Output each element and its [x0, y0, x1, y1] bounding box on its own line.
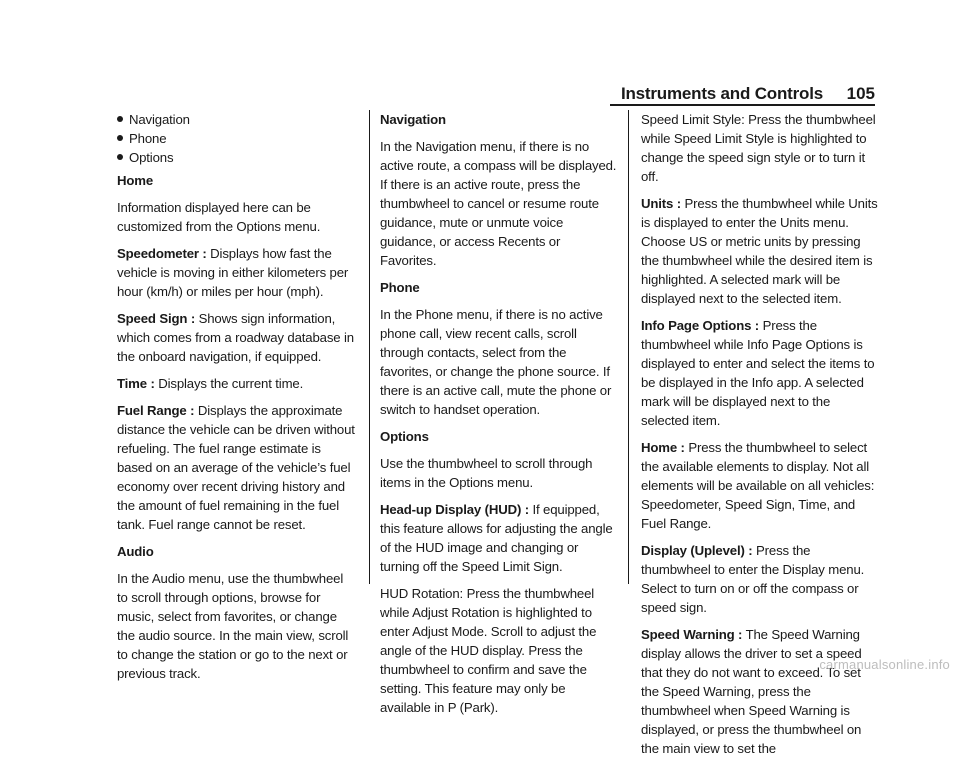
hud-rotation-text: HUD Rotation: Press the thumbwheel while Adjust Rotation is highlighted to enter Adjust Mode. Scroll to adjust the angle of the HUD display. Press the thumbwheel to confirm and save the setting. This feature may only be available in P (Park). — [380, 586, 597, 715]
bullet-icon — [117, 135, 123, 141]
list-item: Phone — [117, 129, 355, 148]
bullet-icon — [117, 154, 123, 160]
column-divider-1 — [369, 110, 370, 584]
page-number: 105 — [846, 84, 875, 103]
speed-warning-paragraph — [641, 625, 879, 758]
home-text: Information displayed here can be customized from the Options menu. — [117, 200, 321, 234]
home-options-paragraph — [641, 438, 879, 533]
speedometer-text: Displays how fast the vehicle is moving in either kilometers per hour (km/h) or miles per hour (mph). — [117, 246, 349, 299]
fuel-range-paragraph — [117, 401, 355, 534]
info-page-text: Press the thumbwheel while Info Page Options is displayed to enter and select the items to be displayed in the Info app. A selected mark will be displayed next to the selected item. — [641, 318, 875, 428]
section-title: Instruments and Controls — [620, 84, 823, 103]
header-rule — [610, 104, 875, 106]
list-item: Navigation — [117, 110, 355, 129]
audio-text: In the Audio menu, use the thumbwheel to scroll through options, browse for music, select from favorites, or change the audio source. In the main view, scroll to change the station or go to the next or previous track. — [117, 571, 349, 681]
home-options-text: Press the thumbwheel to select the available elements to display. Not all elements will be available on all vehicles: Speedometer, Speed Sign, Time, and Fuel Range. — [641, 440, 875, 531]
units-label: Units : — [641, 196, 681, 211]
watermark: carmanualsonline.info — [819, 657, 950, 672]
hud-text: If equipped, this feature allows for adjusting the angle of the HUD image and changing or turning off the Speed Limit Sign. — [380, 502, 613, 574]
list-item: Options — [117, 148, 355, 167]
home-heading: Home — [117, 173, 154, 188]
speedometer-paragraph — [117, 244, 355, 301]
display-text: Press the thumbwheel to enter the Display menu. Select to turn on or off the compass or speed sign. — [641, 543, 865, 615]
hud-paragraph — [380, 500, 618, 576]
audio-heading: Audio — [117, 544, 154, 559]
info-page-paragraph — [641, 316, 879, 430]
navigation-text: In the Navigation menu, if there is no active route, a compass will be displayed. If there is an active route, press the thumbwheel to cancel or resume route guidance, mute or unmute voice guidance, or access Recents or Favorites. — [380, 139, 617, 268]
units-paragraph — [641, 194, 879, 308]
column-1 — [117, 110, 355, 691]
display-paragraph — [641, 541, 879, 617]
options-text: Use the thumbwheel to scroll through items in the Options menu. — [380, 456, 593, 490]
speed-warning-label: Speed Warning : — [641, 627, 743, 642]
units-text: Press the thumbwheel while Units is displayed to enter the Units menu. Choose US or metric units by pressing the thumbwheel while the desired item is highlighted. A selected mark will be displayed next to the selected item. — [641, 196, 878, 306]
options-heading: Options — [380, 429, 429, 444]
phone-text: In the Phone menu, if there is no active phone call, view recent calls, scroll through contacts, select from the favorites, or change the phone source. If there is an active call, mute the phone or switch to handset operation. — [380, 307, 612, 417]
info-page-label: Info Page Options : — [641, 318, 760, 333]
speedometer-label: Speedometer : — [117, 246, 207, 261]
time-text: Displays the current time. — [158, 376, 304, 391]
bullet-icon — [117, 116, 123, 122]
speed-sign-text: Shows sign information, which comes from a roadway database in the onboard navigation, if equipped. — [117, 311, 354, 364]
fuel-range-text: Displays the approximate distance the vehicle can be driven without refueling. The fuel range estimate is based on an average of the vehicle’s fuel economy over recent driving history and the amount of fuel remaining in the fuel tank. Fuel range cannot be reset. — [117, 403, 355, 532]
bullet-list — [117, 110, 355, 167]
speed-limit-style-text: Speed Limit Style: Press the thumbwheel while Speed Limit Style is highlighted to change the speed sign style or to turn it off. — [641, 112, 876, 184]
navigation-heading: Navigation — [380, 112, 446, 127]
speed-warning-text: The Speed Warning display allows the driver to set a speed that they do not want to exceed. To set the Speed Warning, press the thumbwheel when Speed Warning is displayed, or press the thumbwheel on the main view to set the — [641, 627, 862, 756]
home-options-label: Home : — [641, 440, 685, 455]
column-divider-2 — [628, 110, 629, 584]
fuel-range-label: Fuel Range : — [117, 403, 195, 418]
time-label: Time : — [117, 376, 155, 391]
speed-sign-label: Speed Sign : — [117, 311, 196, 326]
hud-label: Head-up Display (HUD) : — [380, 502, 529, 517]
phone-heading: Phone — [380, 280, 420, 295]
speed-sign-paragraph — [117, 309, 355, 366]
column-2 — [380, 110, 618, 725]
display-label: Display (Uplevel) : — [641, 543, 753, 558]
time-paragraph — [117, 374, 355, 393]
